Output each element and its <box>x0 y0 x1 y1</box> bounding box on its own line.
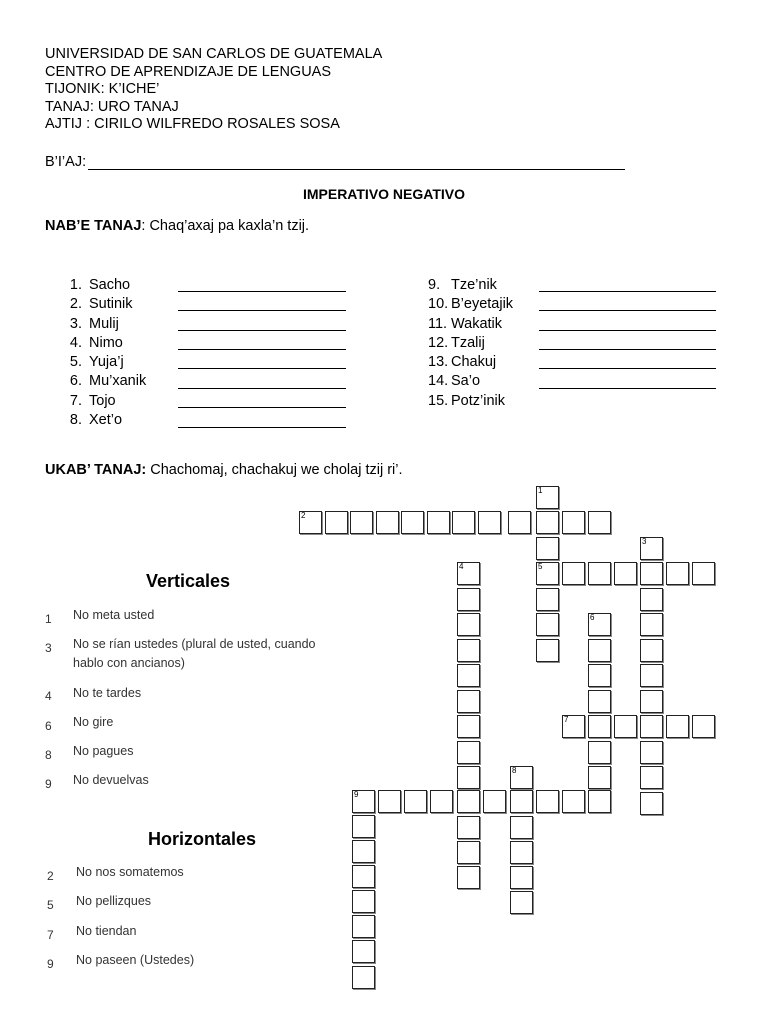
crossword-cell[interactable] <box>588 664 611 687</box>
clue-text: No te tardes <box>73 686 142 700</box>
name-label: B’I’AJ: <box>45 154 87 170</box>
list-item: 8. Xet’o <box>69 412 123 429</box>
crossword-cell[interactable] <box>640 639 663 662</box>
crossword-cell[interactable] <box>588 690 611 713</box>
clue-text: No se rían ustedes (plural de usted, cuando hablo con ancianos) <box>73 637 316 670</box>
answer-line[interactable] <box>539 388 716 389</box>
name-field[interactable] <box>45 154 625 170</box>
crossword-cell[interactable] <box>352 865 375 888</box>
crossword-cell[interactable] <box>536 562 559 585</box>
crossword-cell[interactable] <box>640 537 663 560</box>
crossword-cell[interactable] <box>588 511 611 534</box>
crossword-cell[interactable] <box>536 588 559 611</box>
clue-number: 7 <box>47 928 54 942</box>
document-header <box>45 46 382 134</box>
crossword-cell[interactable] <box>692 715 715 738</box>
list-item: 3. Mulij <box>69 315 119 332</box>
clue-number: 9 <box>47 957 54 971</box>
clue-number: 1 <box>45 612 52 626</box>
answer-line[interactable] <box>178 427 346 428</box>
clue-number: 8 <box>45 748 52 762</box>
crossword-cell[interactable] <box>640 792 663 815</box>
clue-text: No meta usted <box>73 608 155 622</box>
crossword-cell[interactable] <box>588 741 611 764</box>
crossword-cell[interactable] <box>588 790 611 813</box>
crossword-cell[interactable] <box>457 588 480 611</box>
crossword-cell[interactable] <box>536 613 559 636</box>
crossword-cell[interactable] <box>352 890 375 913</box>
word-list-right <box>428 276 513 411</box>
teacher-line: AJTIJ : CIRILO WILFREDO ROSALES SOSA <box>45 116 340 133</box>
crossword-cell[interactable] <box>404 790 427 813</box>
first-task-instruction <box>45 218 309 234</box>
clue-number: 6 <box>45 719 52 733</box>
cell-number: 2 <box>301 511 306 520</box>
cell-number: 9 <box>354 790 359 799</box>
clue-number: 4 <box>45 689 52 703</box>
crossword-cell[interactable] <box>457 715 480 738</box>
crossword-cell[interactable] <box>457 816 480 839</box>
answer-line[interactable] <box>539 349 716 350</box>
list-item: 15. Potz’inik <box>428 392 505 409</box>
name-blank-line[interactable] <box>88 155 625 170</box>
list-item: 7. Tojo <box>69 392 116 409</box>
crossword-cell[interactable] <box>352 915 375 938</box>
crossword-cell[interactable] <box>510 866 533 889</box>
cell-number: 4 <box>459 562 464 571</box>
list-item: 14. Sa’o <box>428 373 481 390</box>
crossword-cell[interactable] <box>457 866 480 889</box>
center-name: CENTRO DE APRENDIZAJE DE LENGUAS <box>45 63 332 80</box>
answer-line[interactable] <box>539 291 716 292</box>
list-item: 5. Yuja’j <box>69 354 124 371</box>
word-list-left <box>60 276 146 430</box>
crossword-cell[interactable] <box>666 562 689 585</box>
cell-number: 1 <box>538 486 543 495</box>
crossword-cell[interactable] <box>614 562 637 585</box>
clue-number: 3 <box>45 641 52 655</box>
crossword-cell[interactable] <box>588 613 611 636</box>
answer-line[interactable] <box>539 330 716 331</box>
cell-number: 7 <box>564 715 569 724</box>
cell-number: 3 <box>642 537 647 546</box>
first-task-text: : Chaq’axaj pa kaxla’n tzij. <box>141 218 310 234</box>
crossword-cell[interactable] <box>510 790 533 813</box>
crossword-cell[interactable] <box>457 664 480 687</box>
crossword-cell[interactable] <box>430 790 453 813</box>
first-task-label: NAB’E TANAJ <box>45 218 142 234</box>
list-item: 12. Tzalij <box>428 334 485 351</box>
crossword-cell[interactable] <box>562 562 585 585</box>
crossword-cell[interactable] <box>640 588 663 611</box>
tanaj-line: TANAJ: URO TANAJ <box>45 98 179 115</box>
worksheet-title: IMPERATIVO NEGATIVO <box>302 186 466 202</box>
crossword-cell[interactable] <box>457 766 480 789</box>
crossword-cell[interactable] <box>640 562 663 585</box>
crossword-cell[interactable] <box>536 790 559 813</box>
crossword-cell[interactable] <box>376 511 399 534</box>
crossword-cell[interactable] <box>508 511 531 534</box>
answer-line[interactable] <box>539 310 716 311</box>
crossword-cell[interactable] <box>640 690 663 713</box>
crossword-cell[interactable] <box>640 766 663 789</box>
crossword-cell[interactable] <box>483 790 506 813</box>
verticales-heading: Verticales <box>146 571 231 591</box>
list-item: 2. Sutinik <box>69 296 133 313</box>
clue-number: 9 <box>45 777 52 791</box>
list-item: 6. Mu’xanik <box>69 373 147 390</box>
crossword-cell[interactable] <box>457 690 480 713</box>
list-item: 4. Nimo <box>69 334 123 351</box>
crossword-cell[interactable] <box>640 715 663 738</box>
list-item: 11. Wakatik <box>428 315 503 332</box>
answer-line[interactable] <box>178 368 346 369</box>
crossword-cell[interactable] <box>588 562 611 585</box>
crossword-cell[interactable] <box>427 511 450 534</box>
crossword-cell[interactable] <box>352 966 375 989</box>
clue-text: No devuelvas <box>73 773 149 787</box>
crossword-cell[interactable] <box>666 715 689 738</box>
list-item: 13. Chakuj <box>428 354 497 371</box>
tijonik-line: TIJONIK: K’ICHE’ <box>45 81 160 98</box>
university-name: UNIVERSIDAD DE SAN CARLOS DE GUATEMALA <box>45 46 383 62</box>
crossword-cell[interactable] <box>299 511 322 534</box>
crossword-cell[interactable] <box>350 511 373 534</box>
list-item: 1. Sacho <box>69 277 131 293</box>
crossword-cell[interactable] <box>588 715 611 738</box>
answer-line[interactable] <box>178 310 346 311</box>
crossword-cell[interactable] <box>352 940 375 963</box>
crossword-cell[interactable] <box>562 511 585 534</box>
crossword-cell[interactable] <box>510 816 533 839</box>
crossword-cell[interactable] <box>457 613 480 636</box>
crossword-cell[interactable] <box>401 511 424 534</box>
answer-line[interactable] <box>178 407 346 408</box>
crossword-cell[interactable] <box>536 486 559 509</box>
crossword-cell[interactable] <box>588 766 611 789</box>
crossword-cell[interactable] <box>457 841 480 864</box>
crossword-cell[interactable] <box>536 639 559 662</box>
crossword-cell[interactable] <box>562 715 585 738</box>
crossword-cell[interactable] <box>562 790 585 813</box>
answer-line[interactable] <box>539 368 716 369</box>
crossword-cell[interactable] <box>614 715 637 738</box>
clue-text: No nos somatemos <box>76 865 184 879</box>
second-task-label: UKAB’ TANAJ: <box>45 462 147 478</box>
clue-text: No gire <box>73 715 114 729</box>
second-task-instruction <box>45 462 403 478</box>
clue-text: No pagues <box>73 744 134 758</box>
clue-number: 5 <box>47 898 54 912</box>
answer-line[interactable] <box>178 291 346 292</box>
answer-line[interactable] <box>178 388 346 389</box>
clue-text: No paseen (Ustedes) <box>76 953 195 967</box>
crossword-cell[interactable] <box>457 790 480 813</box>
crossword-cell[interactable] <box>640 741 663 764</box>
crossword-cell[interactable] <box>457 741 480 764</box>
crossword-cell[interactable] <box>510 841 533 864</box>
clue-text: No pellizques <box>76 894 152 908</box>
crossword-cell[interactable] <box>352 790 375 813</box>
crossword-cell[interactable] <box>536 511 559 534</box>
cell-number: 8 <box>512 766 517 775</box>
crossword-cell[interactable] <box>325 511 348 534</box>
crossword-cell[interactable] <box>457 562 480 585</box>
answer-line[interactable] <box>178 330 346 331</box>
crossword-cell[interactable] <box>640 613 663 636</box>
crossword-cell[interactable] <box>378 790 401 813</box>
crossword-cell[interactable] <box>457 639 480 662</box>
list-item: 10. B’eyetajik <box>428 296 514 313</box>
second-task-text: Chachomaj, chachakuj we cholaj tzij ri’. <box>146 462 403 478</box>
crossword-cell[interactable] <box>536 537 559 560</box>
crossword-cell[interactable] <box>588 639 611 662</box>
crossword-cell[interactable] <box>510 891 533 914</box>
crossword-cell[interactable] <box>692 562 715 585</box>
crossword-cell[interactable] <box>478 511 501 534</box>
answer-line[interactable] <box>178 349 346 350</box>
list-item: 9. Tze’nik <box>428 277 497 293</box>
cell-number: 6 <box>590 613 595 622</box>
cell-number: 5 <box>538 562 543 571</box>
crossword-cell[interactable] <box>452 511 475 534</box>
clue-text: No tiendan <box>76 924 137 938</box>
crossword-cell[interactable] <box>352 840 375 863</box>
horizontales-heading: Horizontales <box>148 829 257 849</box>
crossword-cell[interactable] <box>352 815 375 838</box>
crossword-cell[interactable] <box>640 664 663 687</box>
clue-number: 2 <box>47 869 54 883</box>
crossword-cell[interactable] <box>510 766 533 789</box>
